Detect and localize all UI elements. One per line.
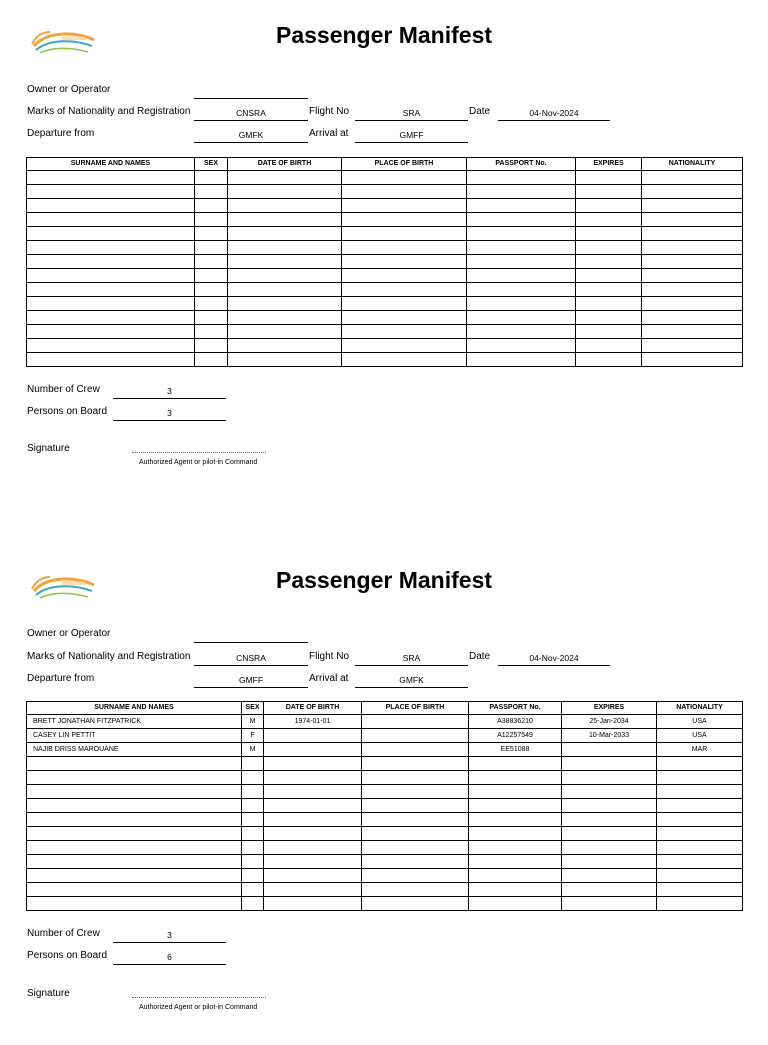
column-header: DATE OF BIRTH: [228, 158, 342, 171]
table-cell[interactable]: [642, 227, 743, 241]
table-cell[interactable]: [467, 255, 576, 269]
table-cell[interactable]: [27, 325, 195, 339]
table-cell[interactable]: [264, 757, 362, 771]
table-cell[interactable]: [342, 325, 467, 339]
table-cell[interactable]: [469, 869, 562, 883]
table-cell[interactable]: M: [242, 743, 264, 757]
table-cell[interactable]: [562, 827, 657, 841]
registration-field[interactable]: CNSRA: [194, 651, 308, 666]
table-row: [27, 255, 743, 269]
flight-no-label: Flight No: [309, 106, 350, 117]
table-cell[interactable]: [242, 883, 264, 897]
table-cell[interactable]: [657, 869, 743, 883]
table-cell[interactable]: [576, 353, 642, 367]
table-row: [27, 297, 743, 311]
table-cell[interactable]: [362, 883, 469, 897]
table-cell[interactable]: [562, 743, 657, 757]
signature-caption: Authorized Agent or pilot-in Command: [139, 1004, 258, 1011]
table-cell[interactable]: [362, 799, 469, 813]
table-cell[interactable]: [362, 771, 469, 785]
table-cell[interactable]: [362, 743, 469, 757]
column-header: PASSPORT No.: [469, 702, 562, 715]
table-row: [27, 227, 743, 241]
table-cell[interactable]: [228, 185, 342, 199]
column-header: SURNAME AND NAMES: [27, 158, 195, 171]
table-cell[interactable]: [469, 897, 562, 911]
table-cell[interactable]: [264, 841, 362, 855]
table-cell[interactable]: [342, 199, 467, 213]
table-cell[interactable]: BRETT JONATHAN FITZPATRICK: [27, 715, 242, 729]
table-cell[interactable]: [242, 785, 264, 799]
arrival-field[interactable]: GMFF: [355, 128, 468, 143]
table-cell[interactable]: [642, 269, 743, 283]
departure-field[interactable]: GMFF: [194, 673, 308, 688]
table-cell[interactable]: [576, 241, 642, 255]
table-cell[interactable]: [27, 185, 195, 199]
manifest-2: [0, 545, 768, 1045]
table-cell[interactable]: A12257549: [469, 729, 562, 743]
passenger-table: [26, 701, 743, 911]
table-row: [27, 883, 743, 897]
table-cell[interactable]: [195, 339, 228, 353]
table-cell[interactable]: [228, 311, 342, 325]
table-cell[interactable]: [642, 185, 743, 199]
page-title: Passenger Manifest: [275, 567, 493, 593]
table-cell[interactable]: [467, 339, 576, 353]
signature-label: Signature: [27, 988, 70, 999]
table-cell[interactable]: [342, 241, 467, 255]
table-cell[interactable]: [657, 771, 743, 785]
table-cell[interactable]: [228, 241, 342, 255]
table-cell[interactable]: [228, 171, 342, 185]
table-row: [27, 353, 743, 367]
table-cell[interactable]: [562, 771, 657, 785]
table-cell[interactable]: [469, 841, 562, 855]
table-cell[interactable]: [342, 185, 467, 199]
date-field[interactable]: 04-Nov-2024: [498, 651, 610, 666]
table-cell[interactable]: [342, 213, 467, 227]
table-cell[interactable]: 1974-01-01: [264, 715, 362, 729]
table-cell[interactable]: [469, 883, 562, 897]
table-cell[interactable]: [362, 897, 469, 911]
table-cell[interactable]: [228, 213, 342, 227]
table-row: [27, 241, 743, 255]
crew-label: Number of Crew: [27, 928, 100, 939]
table-cell[interactable]: [642, 297, 743, 311]
table-cell[interactable]: [467, 283, 576, 297]
table-cell[interactable]: [469, 799, 562, 813]
table-cell[interactable]: F: [242, 729, 264, 743]
table-row: [27, 213, 743, 227]
table-cell[interactable]: [562, 757, 657, 771]
column-header: SEX: [242, 702, 264, 715]
table-row: [27, 757, 743, 771]
table-cell[interactable]: [642, 325, 743, 339]
table-cell[interactable]: [228, 199, 342, 213]
table-cell[interactable]: [264, 813, 362, 827]
column-header: PASSPORT No.: [467, 158, 576, 171]
table-cell[interactable]: [642, 199, 743, 213]
table-cell[interactable]: [27, 311, 195, 325]
table-cell[interactable]: [469, 785, 562, 799]
table-row: [27, 813, 743, 827]
table-cell[interactable]: [342, 339, 467, 353]
table-cell[interactable]: [467, 227, 576, 241]
table-cell[interactable]: [362, 841, 469, 855]
table-cell[interactable]: [264, 897, 362, 911]
table-cell[interactable]: [657, 897, 743, 911]
table-cell[interactable]: [27, 227, 195, 241]
table-cell[interactable]: [264, 827, 362, 841]
flight-no-field[interactable]: SRA: [355, 106, 468, 121]
table-cell[interactable]: [228, 339, 342, 353]
table-cell[interactable]: M: [242, 715, 264, 729]
table-cell[interactable]: [467, 353, 576, 367]
column-header: DATE OF BIRTH: [264, 702, 362, 715]
table-cell[interactable]: [562, 841, 657, 855]
table-cell[interactable]: [27, 339, 195, 353]
table-row: [27, 855, 743, 869]
passenger-table: [26, 157, 743, 367]
table-cell[interactable]: [228, 255, 342, 269]
table-cell[interactable]: [657, 841, 743, 855]
column-header: EXPIRES: [562, 702, 657, 715]
table-cell[interactable]: [576, 311, 642, 325]
pob-field[interactable]: 6: [113, 950, 226, 965]
table-cell[interactable]: [657, 883, 743, 897]
owner-field[interactable]: [194, 84, 308, 99]
table-cell[interactable]: A38836210: [469, 715, 562, 729]
table-cell[interactable]: [264, 869, 362, 883]
table-cell[interactable]: [195, 199, 228, 213]
table-cell[interactable]: [228, 227, 342, 241]
table-cell[interactable]: [467, 311, 576, 325]
table-cell[interactable]: [469, 771, 562, 785]
table-cell[interactable]: [467, 213, 576, 227]
table-row: [27, 715, 743, 729]
table-cell[interactable]: [27, 813, 242, 827]
table-cell[interactable]: [342, 311, 467, 325]
table-cell[interactable]: [27, 269, 195, 283]
manifest-1: [0, 0, 768, 500]
table-cell[interactable]: [576, 213, 642, 227]
table-cell[interactable]: MAR: [657, 743, 743, 757]
table-cell[interactable]: [362, 785, 469, 799]
table-cell[interactable]: [27, 855, 242, 869]
table-row: [27, 799, 743, 813]
table-cell[interactable]: [264, 855, 362, 869]
table-cell[interactable]: [264, 729, 362, 743]
table-cell[interactable]: [342, 353, 467, 367]
table-cell[interactable]: [576, 283, 642, 297]
table-row: [27, 897, 743, 911]
table-cell[interactable]: [562, 897, 657, 911]
table-cell[interactable]: [27, 827, 242, 841]
date-field[interactable]: 04-Nov-2024: [498, 106, 610, 121]
table-cell[interactable]: [27, 785, 242, 799]
table-cell[interactable]: [195, 353, 228, 367]
table-row: [27, 785, 743, 799]
table-cell[interactable]: [27, 869, 242, 883]
table-cell[interactable]: [362, 869, 469, 883]
column-header: SEX: [195, 158, 228, 171]
table-cell[interactable]: 25-Jan-2034: [562, 715, 657, 729]
table-cell[interactable]: [264, 883, 362, 897]
table-cell[interactable]: [576, 199, 642, 213]
table-cell[interactable]: [195, 283, 228, 297]
column-header: PLACE OF BIRTH: [342, 158, 467, 171]
table-cell[interactable]: [642, 171, 743, 185]
table-cell[interactable]: [242, 827, 264, 841]
table-cell[interactable]: CASEY LIN PETTIT: [27, 729, 242, 743]
table-row: [27, 199, 743, 213]
table-cell[interactable]: [467, 269, 576, 283]
table-cell[interactable]: [467, 297, 576, 311]
table-cell[interactable]: [27, 241, 195, 255]
table-cell[interactable]: [642, 283, 743, 297]
table-cell[interactable]: [264, 743, 362, 757]
table-cell[interactable]: [469, 855, 562, 869]
table-cell[interactable]: [562, 855, 657, 869]
table-row: [27, 311, 743, 325]
column-header: PLACE OF BIRTH: [362, 702, 469, 715]
column-header: EXPIRES: [576, 158, 642, 171]
table-cell[interactable]: [195, 171, 228, 185]
table-cell[interactable]: [228, 353, 342, 367]
table-cell[interactable]: [467, 241, 576, 255]
table-cell[interactable]: [362, 855, 469, 869]
table-cell[interactable]: [27, 199, 195, 213]
table-cell[interactable]: [467, 171, 576, 185]
table-cell[interactable]: NAJIB DRISS MAROUANE: [27, 743, 242, 757]
table-cell[interactable]: [242, 869, 264, 883]
table-cell[interactable]: [657, 827, 743, 841]
table-cell[interactable]: [467, 325, 576, 339]
table-cell[interactable]: [362, 813, 469, 827]
table-row: [27, 827, 743, 841]
table-cell[interactable]: [27, 757, 242, 771]
table-cell[interactable]: [562, 869, 657, 883]
table-cell[interactable]: [657, 799, 743, 813]
table-cell[interactable]: [195, 213, 228, 227]
table-cell[interactable]: [27, 255, 195, 269]
table-cell[interactable]: [195, 185, 228, 199]
table-cell[interactable]: [642, 311, 743, 325]
table-cell[interactable]: [362, 729, 469, 743]
date-label: Date: [469, 106, 491, 117]
table-cell[interactable]: [657, 813, 743, 827]
marks-label: Marks of Nationality and Registration: [27, 651, 191, 662]
table-cell[interactable]: [342, 255, 467, 269]
table-cell[interactable]: [467, 185, 576, 199]
crew-field[interactable]: 3: [113, 384, 226, 399]
table-row: [27, 269, 743, 283]
table-cell[interactable]: [27, 883, 242, 897]
table-cell[interactable]: [242, 841, 264, 855]
table-cell[interactable]: [362, 827, 469, 841]
owner-field[interactable]: [194, 628, 308, 643]
table-cell[interactable]: [242, 757, 264, 771]
pob-label: Persons on Board: [27, 950, 108, 961]
table-cell[interactable]: [195, 311, 228, 325]
table-cell[interactable]: [576, 227, 642, 241]
arrival-label: Arrival at: [309, 673, 349, 684]
flight-no-label: Flight No: [309, 651, 350, 662]
table-cell[interactable]: [467, 199, 576, 213]
table-cell[interactable]: [195, 241, 228, 255]
table-cell[interactable]: [469, 813, 562, 827]
table-cell[interactable]: [657, 757, 743, 771]
table-cell[interactable]: [657, 855, 743, 869]
table-cell[interactable]: USA: [657, 715, 743, 729]
table-cell[interactable]: [642, 241, 743, 255]
marks-label: Marks of Nationality and Registration: [27, 106, 191, 117]
flight-no-field[interactable]: SRA: [355, 651, 468, 666]
pob-field[interactable]: 3: [113, 406, 226, 421]
table-cell[interactable]: [342, 283, 467, 297]
table-cell[interactable]: [576, 255, 642, 269]
table-cell[interactable]: [242, 855, 264, 869]
table-cell[interactable]: [342, 269, 467, 283]
table-cell[interactable]: [576, 339, 642, 353]
table-cell[interactable]: EE51088: [469, 743, 562, 757]
table-cell[interactable]: [576, 297, 642, 311]
table-cell[interactable]: [228, 297, 342, 311]
table-cell[interactable]: [228, 325, 342, 339]
departure-label: Departure from: [27, 673, 95, 684]
table-cell[interactable]: [362, 757, 469, 771]
table-cell[interactable]: [576, 325, 642, 339]
date-label: Date: [469, 651, 491, 662]
table-row: [27, 841, 743, 855]
signature-label: Signature: [27, 443, 70, 454]
table-cell[interactable]: [242, 813, 264, 827]
table-row: [27, 171, 743, 185]
table-cell[interactable]: [642, 339, 743, 353]
table-cell[interactable]: [27, 353, 195, 367]
table-cell[interactable]: [27, 771, 242, 785]
table-cell[interactable]: [576, 269, 642, 283]
table-cell[interactable]: [27, 297, 195, 311]
crew-label: Number of Crew: [27, 384, 100, 395]
table-cell[interactable]: [228, 283, 342, 297]
table-cell[interactable]: [242, 799, 264, 813]
table-header-row: [27, 158, 743, 171]
table-cell[interactable]: 10-Mar-2033: [562, 729, 657, 743]
table-cell[interactable]: [195, 269, 228, 283]
table-cell[interactable]: [362, 715, 469, 729]
table-row: [27, 743, 743, 757]
table-row: [27, 283, 743, 297]
table-cell[interactable]: [27, 213, 195, 227]
arrival-field[interactable]: GMFK: [355, 673, 468, 688]
table-cell[interactable]: [195, 325, 228, 339]
table-cell[interactable]: [264, 771, 362, 785]
table-row: [27, 729, 743, 743]
crew-field[interactable]: 3: [113, 928, 226, 943]
table-cell[interactable]: [242, 897, 264, 911]
table-cell[interactable]: [576, 171, 642, 185]
table-cell[interactable]: [27, 897, 242, 911]
table-cell[interactable]: [27, 171, 195, 185]
table-cell[interactable]: [562, 785, 657, 799]
registration-field[interactable]: CNSRA: [194, 106, 308, 121]
table-row: [27, 869, 743, 883]
table-cell[interactable]: [195, 227, 228, 241]
table-cell[interactable]: [195, 255, 228, 269]
table-cell[interactable]: [576, 185, 642, 199]
table-cell[interactable]: [562, 799, 657, 813]
table-header-row: [27, 702, 743, 715]
table-cell[interactable]: [342, 297, 467, 311]
table-cell[interactable]: [242, 771, 264, 785]
table-cell[interactable]: [264, 799, 362, 813]
page-title: Passenger Manifest: [275, 22, 493, 48]
table-cell[interactable]: [657, 785, 743, 799]
table-cell[interactable]: [342, 227, 467, 241]
table-cell[interactable]: [642, 213, 743, 227]
table-cell[interactable]: [228, 269, 342, 283]
table-row: [27, 339, 743, 353]
column-header: NATIONALITY: [642, 158, 743, 171]
table-cell[interactable]: [264, 785, 362, 799]
departure-field[interactable]: GMFK: [194, 128, 308, 143]
table-cell[interactable]: [342, 171, 467, 185]
table-cell[interactable]: [27, 283, 195, 297]
table-cell[interactable]: [27, 799, 242, 813]
departure-label: Departure from: [27, 128, 95, 139]
table-cell[interactable]: [195, 297, 228, 311]
column-header: NATIONALITY: [657, 702, 743, 715]
table-row: [27, 185, 743, 199]
signature-caption: Authorized Agent or pilot-in Command: [139, 459, 258, 466]
owner-label: Owner or Operator: [27, 84, 111, 95]
arrival-label: Arrival at: [309, 128, 349, 139]
column-header: SURNAME AND NAMES: [27, 702, 242, 715]
table-cell[interactable]: [27, 841, 242, 855]
signature-line[interactable]: [132, 987, 266, 998]
table-row: [27, 325, 743, 339]
signature-line[interactable]: [132, 442, 266, 453]
table-cell[interactable]: [562, 813, 657, 827]
owner-label: Owner or Operator: [27, 628, 111, 639]
table-cell[interactable]: [469, 827, 562, 841]
table-cell[interactable]: [562, 883, 657, 897]
table-row: [27, 771, 743, 785]
pob-label: Persons on Board: [27, 406, 108, 417]
table-cell[interactable]: [469, 757, 562, 771]
table-cell[interactable]: [642, 255, 743, 269]
table-cell[interactable]: [642, 353, 743, 367]
table-cell[interactable]: USA: [657, 729, 743, 743]
